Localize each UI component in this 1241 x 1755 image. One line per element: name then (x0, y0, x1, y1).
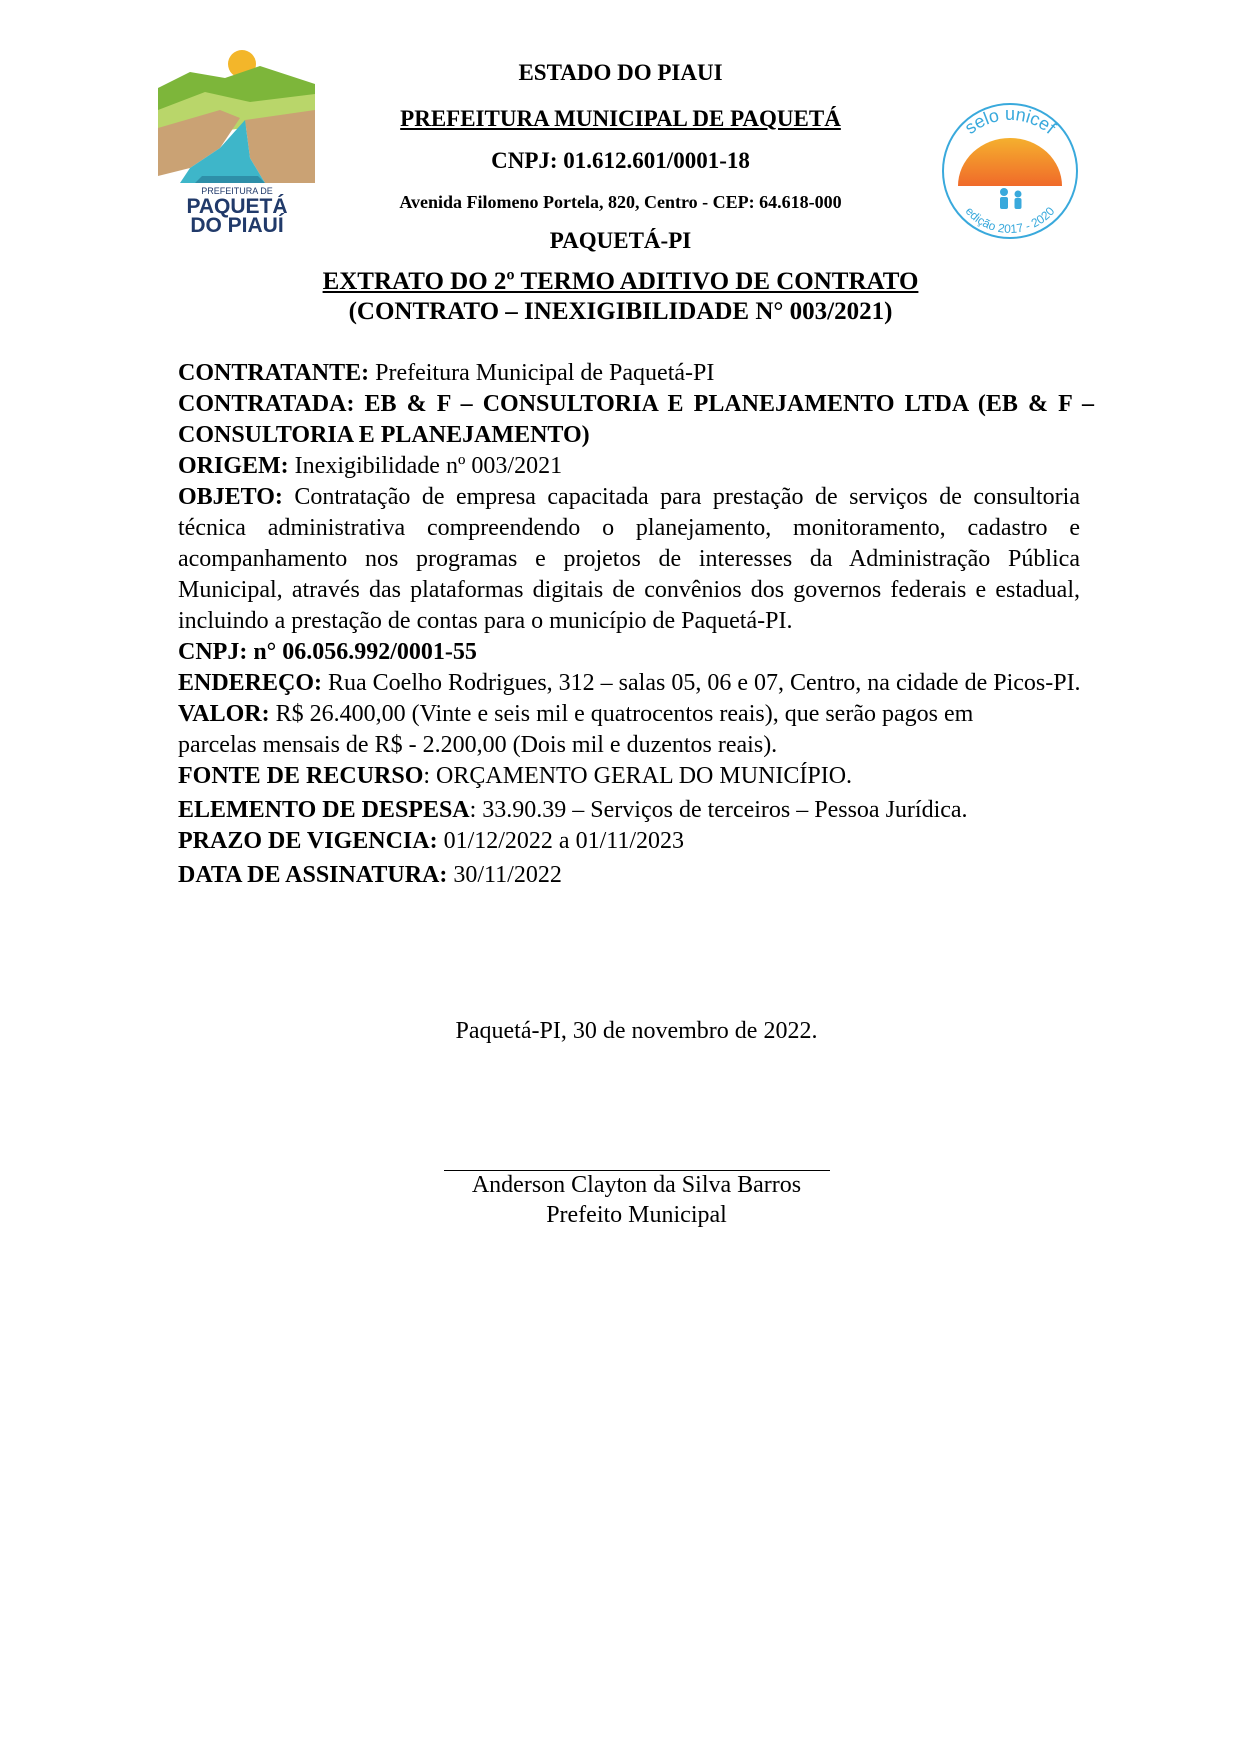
field-label: ORIGEM: (178, 453, 289, 479)
field-value: Rua Coelho Rodrigues, 312 – salas 05, 06 e 07, Centro, na cidade de Picos-PI. (322, 670, 1081, 696)
field-prazo (178, 826, 1094, 857)
field-cnpj (178, 637, 1094, 668)
field-value: Prefeitura Municipal de Paquetá-PI (369, 360, 715, 386)
field-contratante (178, 358, 1094, 389)
place-date: Paquetá-PI, 30 de novembro de 2022. (455, 1018, 818, 1044)
svg-text:DO PIAUÍ: DO PIAUÍ (190, 214, 284, 237)
field-label: CONTRATANTE: (178, 360, 370, 386)
field-endereco (178, 668, 1094, 699)
signature-line (444, 1170, 830, 1171)
field-contratada (178, 389, 1094, 451)
field-value: : EB & F – CONSULTORIA E PLANEJAMENTO LTDA (EB & F – CONSULTORIA E PLANEJAMENTO) (178, 391, 1094, 448)
signer-name: Anderson Clayton da Silva Barros (471, 1172, 802, 1198)
document-title: EXTRATO DO 2º TERMO ADITIVO DE CONTRATO (322, 268, 919, 295)
field-label: ENDEREÇO: (178, 670, 323, 696)
field-label: DATA DE ASSINATURA: (178, 862, 448, 888)
field-value: R$ 26.400,00 (Vinte e seis mil e quatrocentos reais), que serão pagos em parcelas mensais de R$ - 2.200,00 (Dois mil e duzentos reais). (178, 701, 974, 758)
field-valor (178, 699, 1094, 761)
svg-text:PAQUETÁ: PAQUETÁ (186, 195, 288, 218)
field-fonte (178, 761, 1094, 792)
header-address: Avenida Filomeno Portela, 820, Centro - CEP: 64.618-000 (399, 192, 842, 212)
field-elemento (178, 795, 1094, 826)
document-subtitle: (CONTRATO – INEXIGIBILIDADE N° 003/2021) (348, 298, 893, 325)
contract-fields (178, 358, 1094, 891)
field-label: PRAZO DE VIGENCIA: (178, 828, 438, 854)
field-objeto (178, 482, 1094, 637)
field-origem (178, 451, 1094, 482)
field-value: : ORÇAMENTO GERAL DO MUNICÍPIO. (423, 763, 853, 789)
field-value: Inexigibilidade nº 003/2021 (288, 453, 563, 479)
field-value: Contratação de empresa capacitada para prestação de serviços de consultoria técnica administrativa compreendendo o planejamento, monitoramento, cadastro e acompanhamento nos programas e projetos de interesses da Administração Pública Municipal, através das plataformas digitais de convênios dos governos federais e estadual, incluindo a prestação de contas para o município de Paquetá-PI. (178, 484, 1080, 634)
header-cnpj: CNPJ: 01.612.601/0001-18 (491, 148, 750, 173)
field-value: 30/11/2022 (447, 862, 562, 888)
field-value: 01/12/2022 a 01/11/2023 (437, 828, 685, 854)
field-label: ELEMENTO DE DESPESA (178, 797, 470, 823)
svg-text:selo unicef: selo unicef (960, 104, 1060, 138)
field-label: FONTE DE RECURSO (178, 763, 424, 789)
field-label: OBJETO: (178, 484, 283, 510)
svg-text:PREFEITURA DE: PREFEITURA DE (201, 186, 273, 196)
header-city: PAQUETÁ-PI (549, 228, 692, 253)
field-data-assinatura (178, 860, 1094, 891)
field-value: CNPJ: n° 06.056.992/0001-55 (178, 639, 477, 665)
field-label: VALOR: (178, 701, 270, 727)
field-value: : 33.90.39 – Serviços de terceiros – Pessoa Jurídica. (469, 797, 968, 823)
header-state: ESTADO DO PIAUI (518, 60, 723, 85)
svg-text:edição 2017 - 2020: edição 2017 - 2020 (962, 204, 1058, 236)
signer-role: Prefeito Municipal (546, 1202, 727, 1228)
field-label: CONTRATADA (178, 391, 347, 417)
header-prefecture: PREFEITURA MUNICIPAL DE PAQUETÁ (400, 106, 841, 131)
